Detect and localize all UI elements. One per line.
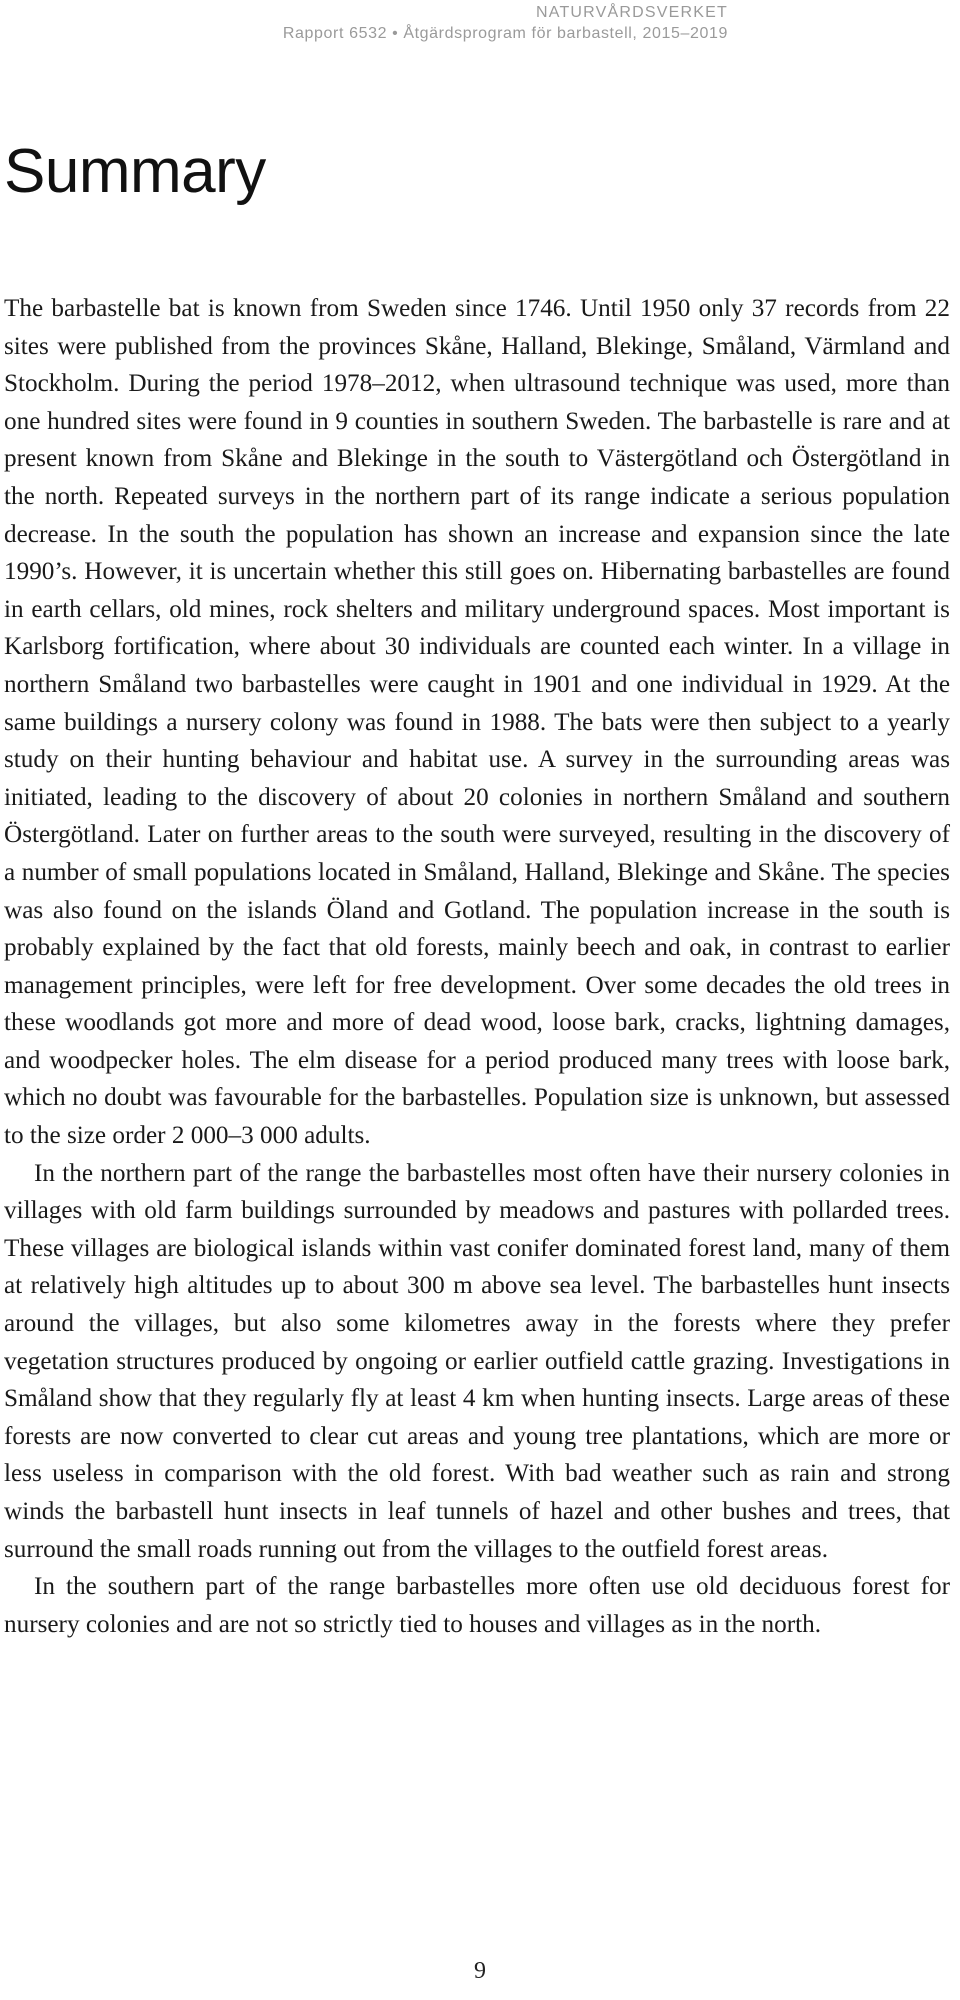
summary-body [4,290,950,1643]
page-number: 9 [474,1958,486,1984]
page-title: Summary [4,137,266,206]
paragraph: In the northern part of the range the barbastelles most often have their nursery colonies in villages with old farm buildings surrounded by meadows and pastures with pollarded trees. These villages are biological islands within vast conifer dominated forest land, many of them at relatively high altitudes up to about 300 m above sea level. The barbastelles hunt insects around the villages, but also some kilometres away in the forests where they prefer vegetation structures produced by ongoing or earlier outfield cattle grazing. Investigations in Småland show that they regularly fly at least 4 km when hunting insects. Large areas of these forests are now converted to clear cut areas and young tree plantations, which are more or less useless in comparison with the old forest. With bad weather such as rain and strong winds the barbastell hunt insects in leaf tunnels of hazel and other bushes and trees, that surround the small roads running out from the villages to the outfield forest areas. [4,1159,950,1563]
paragraph: In the southern part of the range barbastelles more often use old deciduous forest for nursery colonies and are not so strictly tied to houses and villages as in the north. [4,1573,950,1638]
running-header [0,2,728,45]
header-report-line: Rapport 6532 • Åtgärdsprogram för barbastell, 2015–2019 [282,25,728,42]
paragraph: The barbastelle bat is known from Sweden since 1746. Until 1950 only 37 records from 22 sites were published from the provinces Skåne, Halland, Blekinge, Småland, Värmland and Stockholm. During the period 1978–2012, when ultrasound technique was used, more than one hundred sites were found in 9 counties in southern Sweden. The barbastelle is rare and at present known from Skåne and Blekinge in the south to Västergötland och Östergötland in the north. Repeated surveys in the northern part of its range indicate a serious population decrease. In the south the population has shown an increase and expansion since the late 1990’s. However, it is uncertain whether this still goes on. Hibernating barbastelles are found in earth cellars, old mines, rock shelters and military underground spaces. Most important is Karlsborg fortification, where about 30 individuals are counted each winter. In a village in northern Småland two barbastelles were caught in 1901 and one individual in 1929. At the same buildings a nursery colony was found in 1988. The bats were then subject to a yearly study on their hunting behaviour and habitat use. A survey in the surrounding areas was initiated, leading to the discovery of about 20 colonies in northern Småland and southern Östergötland. Later on further areas to the south were surveyed, resulting in the discovery of a number of small populations located in Småland, Halland, Blekinge and Skåne. The species was also found on the islands Öland and Gotland. The population increase in the south is probably explained by the fact that old forests, mainly beech and oak, in contrast to earlier management principles, were left for free development. Over some decades the old trees in these woodlands got more and more of dead wood, loose bark, cracks, lightning damages, and woodpecker holes. The elm disease for a period produced many trees with loose bark, which no doubt was favourable for the barbastelles. Population size is unknown, but assessed to the size order 2 000–3 000 adults. [4,295,950,1150]
header-organization: NATURVÅRDSVERKET [536,4,728,21]
